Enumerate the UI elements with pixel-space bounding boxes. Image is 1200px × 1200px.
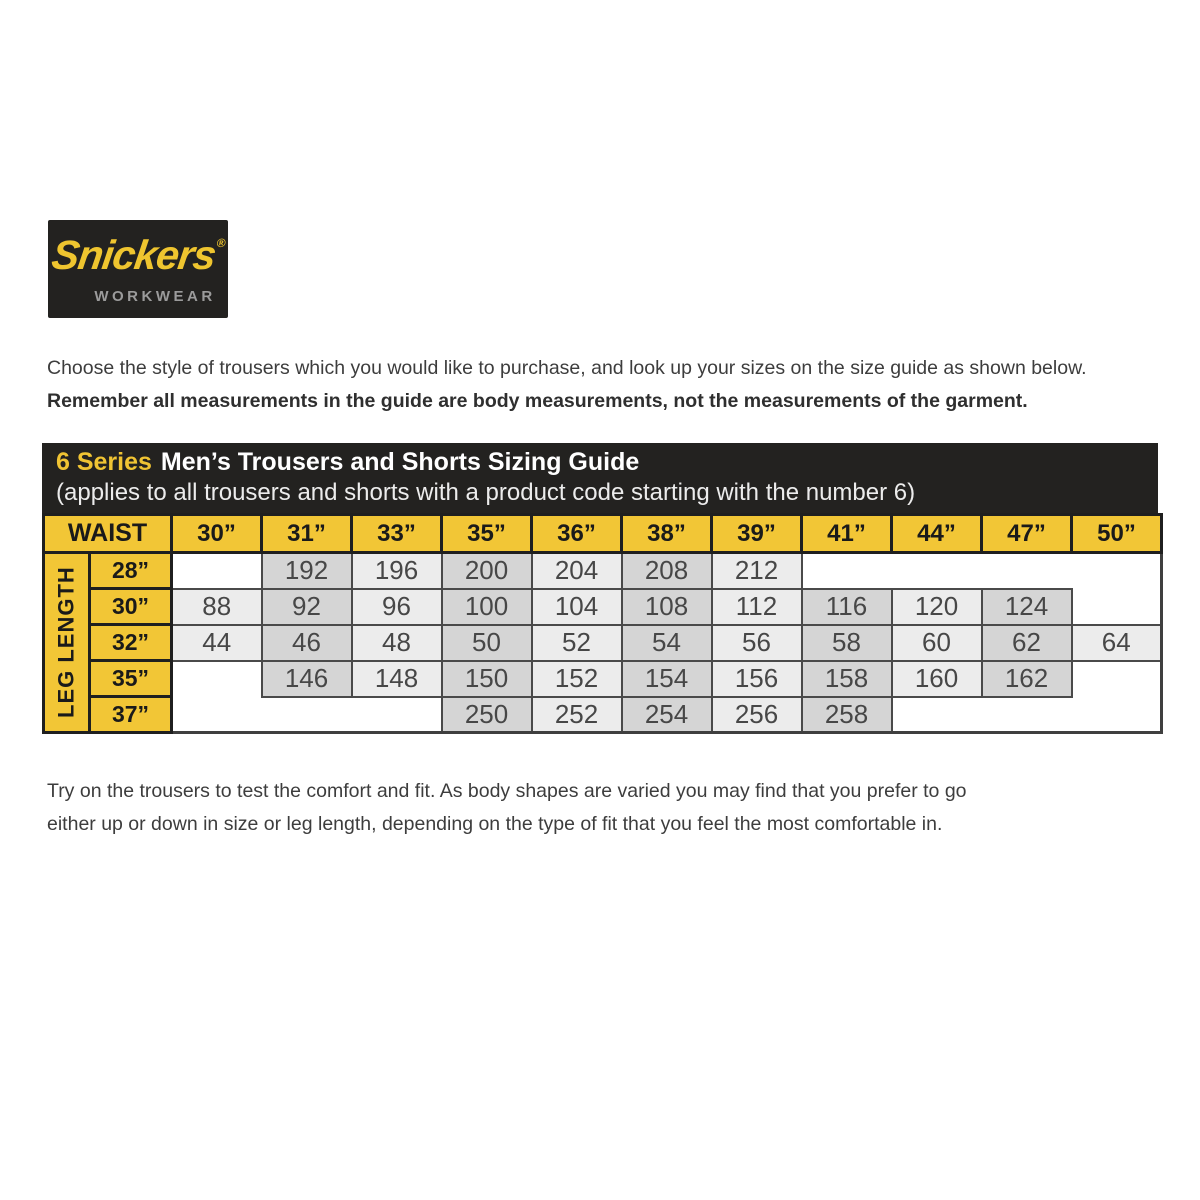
leg-row-header: 32” [90,625,172,661]
size-cell: 54 [622,625,712,661]
size-cell: 112 [712,589,802,625]
size-cell [802,553,892,589]
size-cell [1072,553,1162,589]
size-cell: 120 [892,589,982,625]
size-cell: 124 [982,589,1072,625]
size-cell [172,661,262,697]
size-cell: 204 [532,553,622,589]
size-cell: 46 [262,625,352,661]
size-cell [892,697,982,733]
table-subtitle: (applies to all trousers and shorts with a product code starting with the number 6) [56,479,916,506]
size-cell: 52 [532,625,622,661]
leg-row-header: 35” [90,661,172,697]
logo-brand-text: Snickers® [48,232,227,278]
size-cell: 150 [442,661,532,697]
size-cell: 252 [532,697,622,733]
size-cell: 160 [892,661,982,697]
size-cell: 100 [442,589,532,625]
waist-size-header: 35” [442,515,532,553]
registered-trademark-icon: ® [215,236,227,250]
intro-text: Choose the style of trousers which you would like to purchase, and look up your sizes on the size guide as shown below. [47,357,1087,379]
waist-size-header: 31” [262,515,352,553]
table-title [56,448,1158,477]
size-cell: 196 [352,553,442,589]
table-title-bar [42,443,1158,513]
size-cell: 258 [802,697,892,733]
size-cell [172,553,262,589]
waist-size-header: 38” [622,515,712,553]
size-cell [262,697,352,733]
size-cell: 58 [802,625,892,661]
waist-size-header: 33” [352,515,442,553]
size-cell: 254 [622,697,712,733]
size-cell: 192 [262,553,352,589]
table-row [44,625,1162,661]
footer-text-line2: either up or down in size or leg length, depending on the type of fit that you feel the most comfortable in. [47,813,943,835]
series-label: 6 Series [56,448,152,476]
size-cell: 200 [442,553,532,589]
size-cell: 44 [172,625,262,661]
size-cell [352,697,442,733]
leg-length-label: LEG LENGTH [53,566,79,719]
size-cell: 146 [262,661,352,697]
leg-row-header: 28” [90,553,172,589]
waist-header-row [44,515,1162,553]
waist-size-header: 44” [892,515,982,553]
waist-size-header: 41” [802,515,892,553]
leg-row-header: 30” [90,589,172,625]
size-cell: 256 [712,697,802,733]
size-cell: 50 [442,625,532,661]
size-cell [1072,589,1162,625]
size-cell: 154 [622,661,712,697]
waist-header: WAIST [44,515,172,553]
size-cell: 158 [802,661,892,697]
size-cell: 156 [712,661,802,697]
size-cell: 116 [802,589,892,625]
size-cell: 250 [442,697,532,733]
waist-size-header: 50” [1072,515,1162,553]
size-cell: 88 [172,589,262,625]
table-title-text: Men’s Trousers and Shorts Sizing Guide [160,448,640,476]
size-cell [892,553,982,589]
table-row [44,553,1162,589]
size-cell: 96 [352,589,442,625]
size-cell: 64 [1072,625,1162,661]
waist-size-header: 47” [982,515,1072,553]
table-row [44,589,1162,625]
size-cell: 62 [982,625,1072,661]
intro-note: Remember all measurements in the guide are body measurements, not the measurements of the garment. [47,390,1028,412]
snickers-logo [48,220,228,318]
size-cell: 92 [262,589,352,625]
logo-subtext: WORKWEAR [94,288,216,305]
size-cell: 162 [982,661,1072,697]
size-cell: 108 [622,589,712,625]
size-cell: 104 [532,589,622,625]
size-cell: 208 [622,553,712,589]
sizing-table [42,513,1163,734]
size-cell [982,553,1072,589]
size-cell [982,697,1072,733]
waist-size-header: 30” [172,515,262,553]
size-cell [1072,697,1162,733]
size-cell: 212 [712,553,802,589]
leg-row-header: 37” [90,697,172,733]
size-cell: 56 [712,625,802,661]
size-cell: 60 [892,625,982,661]
waist-size-header: 39” [712,515,802,553]
size-cell: 48 [352,625,442,661]
size-cell [172,697,262,733]
size-cell: 148 [352,661,442,697]
table-row [44,697,1162,733]
table-row [44,661,1162,697]
size-cell: 152 [532,661,622,697]
size-cell [1072,661,1162,697]
waist-size-header: 36” [532,515,622,553]
footer-text-line1: Try on the trousers to test the comfort and fit. As body shapes are varied you may find that you prefer to go [47,780,967,802]
leg-length-header [44,553,90,733]
